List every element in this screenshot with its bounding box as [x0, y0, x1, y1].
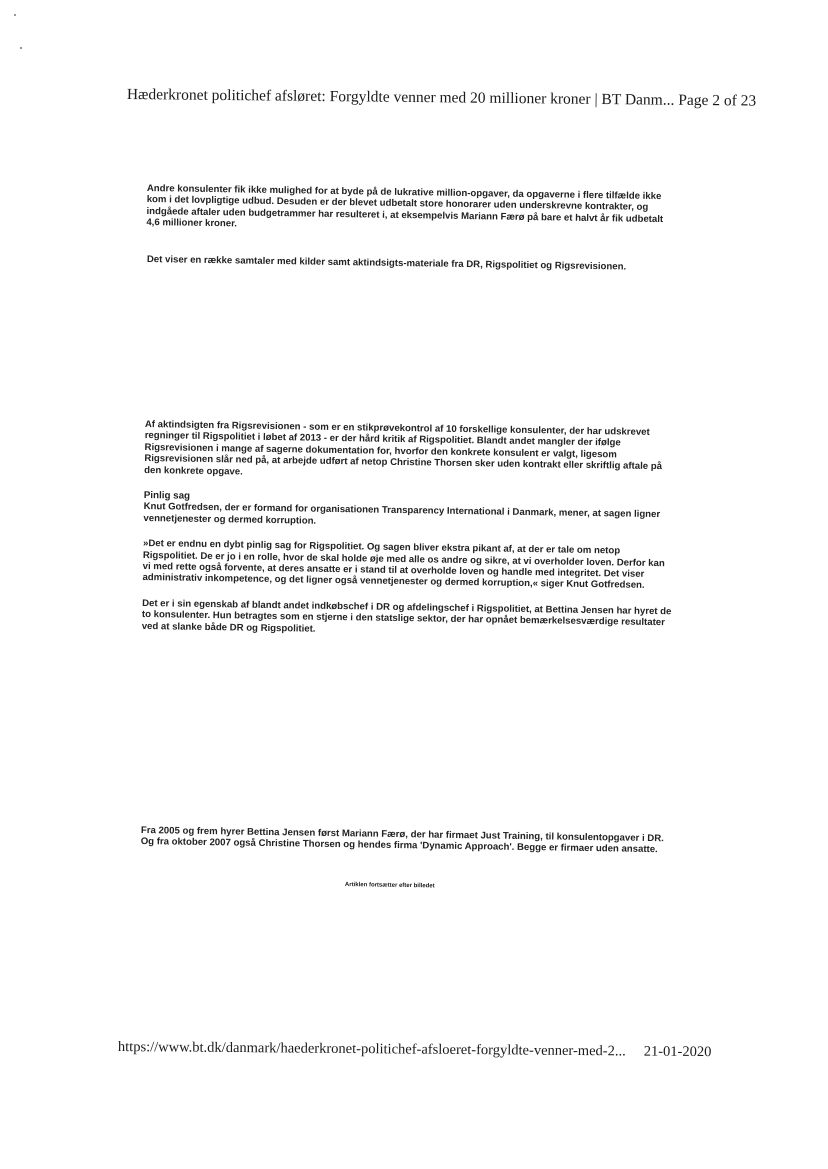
scan-speck — [14, 14, 16, 16]
article-block-3 — [142, 419, 675, 640]
footer-date: 21-01-2020 — [643, 1043, 712, 1061]
paragraph: Af aktindsigten fra Rigsrevisionen - som er en stikprøvekontrol af 10 forskellige konsulenter, der har udskrevet regninger til Rigspolitiet i løbet af 2013 - er der hård kritik af Rigspolitiet. Blandt andet mangler der ifølge Rigsrevisionen i mange af sagerne dokumentation for, hvorfor den konkrete konsulent er valgt, ligesom Rigsrevisionen slår ned på, at arbejde udført af netop Christine Thorsen sker uden kontrakt eller skriftlig aftale på den konkrete opgave. — [144, 419, 663, 478]
page-footer — [118, 1039, 712, 1061]
subheading: Pinlig sag — [143, 490, 191, 502]
paragraph: Andre konsulenter fik ikke mulighed for at byde på de lukrative million-opgaver, da opgaverne i flere tilfælde ikke kom i det lovpligtige udbud. Desuden er der blevet udbetalt store honorarer uden underskrevne kontrakter, og indgåede aftaler uden budgetrammer har resulteret i, at eksempelvis Mariann Færø på bare et halvt år fik udbetalt 4,6 millioner kroner. — [146, 183, 664, 230]
paragraph: Knut Gotfredsen, der er formand for organisationen Transparency International i Danmark, mener, at sagen ligner vennetjenester og dermed korruption. — [143, 501, 661, 527]
page-header — [126, 86, 757, 110]
article-block-1 — [146, 183, 672, 237]
paragraph: Det viser en række samtaler med kilder samt aktindsigts-materiale fra DR, Rigspolitiet og Rigsrevisionen. — [146, 254, 627, 273]
header-title: Hæderkronet politichef afsløret: Forgyldte venner med 20 millioner kroner | BT Danm... — [126, 86, 675, 109]
article-block-2 — [147, 254, 672, 274]
paragraph: »Det er endnu en dybt pinlig sag for Rigspolitiet. Og sagen bliver ekstra pikant af, at der er tale om netop Rigspolitiet. De er jo i en rolle, hvor de skal holde øje med alle os andre og sikre, at vi overholder loven. Derfor kan vi med rette også forvente, at deres ansatte er i stand til at overholde loven og handle med integritet. Det viser administrativ inkompetence, og det ligner også vennetjenester og dermed korruption,« siger Knut Gotfredsen. — [142, 538, 665, 592]
article-block-4 — [141, 825, 671, 856]
footer-url: https://www.bt.dk/danmark/haederkronet-politichef-afsloeret-forgyldte-venner-med-2... — [117, 1039, 626, 1060]
scan-speck — [20, 47, 22, 49]
continues-note: Artiklen fortsætter efter billedet — [344, 882, 435, 890]
header-page-number: Page 2 of 23 — [678, 91, 757, 110]
paragraph: Det er i sin egenskab af blandt andet indkøbschef i DR og afdelingschef i Rigspolitiet, at Bettina Jensen har hyret de to konsulenter. Hun betragtes som en stjerne i den statslige sektor, der har opnået bemærkelsesværdige resultater ved at slanke både DR og Rigspolitiet. — [141, 597, 672, 635]
paragraph: Fra 2005 og frem hyrer Bettina Jensen først Mariann Færø, der har firmaet Just Training, til konsulentopgaver i DR. Og fra oktober 2007 også Christine Thorsen og hendes firma 'Dynamic Approach'. Begge er firmaer uden ansatte. — [140, 825, 664, 856]
